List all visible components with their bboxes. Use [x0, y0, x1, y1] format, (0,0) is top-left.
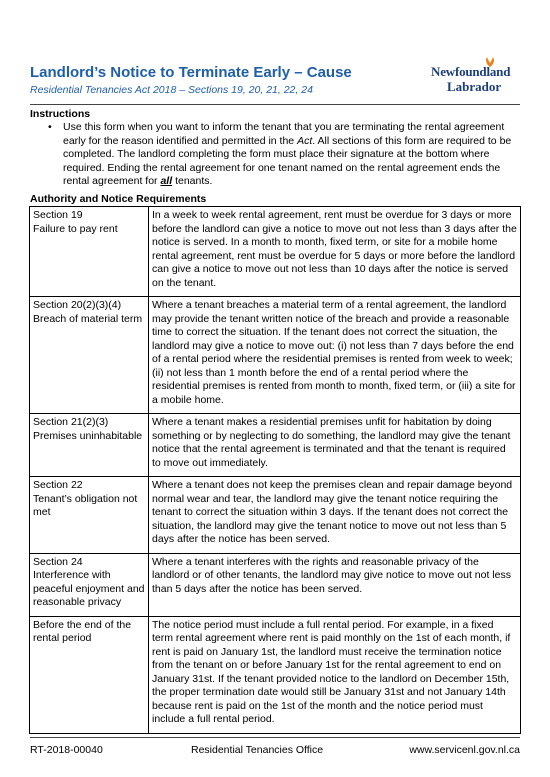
requirement-cell: Where a tenant does not keep the premises clean and repair damage beyond normal wear and tear, the landlord may give the tenant notice requiring the tenant to correct the situation within 3 days. If the tenant does not correct the situation, the landlord may give the tenant notice to move out not less than 5 days after the notice has been served. [149, 477, 521, 554]
form-subtitle: Residential Tenancies Act 2018 – Sections 19, 20, 21, 22, 24 [30, 84, 313, 96]
section-cell: Section 22 Tenant’s obligation not met [30, 477, 149, 554]
header-divider [30, 104, 520, 105]
logo-text-newfoundland: Newfoundland [431, 64, 511, 79]
table-row [30, 616, 521, 733]
office-name: Residential Tenancies Office [191, 744, 324, 756]
footer-divider [30, 737, 520, 738]
instructions-heading: Instructions [30, 108, 91, 120]
table-row [30, 207, 521, 297]
form-title: Landlord’s Notice to Terminate Early – Cause [30, 64, 352, 81]
authority-heading: Authority and Notice Requirements [30, 193, 207, 205]
page-header [30, 64, 520, 104]
table-row [30, 553, 521, 616]
requirement-cell: Where a tenant makes a residential premises unfit for habitation by doing something or by neglecting to do something, the landlord may give the tenant notice that the rental agreement is terminated and that the tenant is required to move out immediately. [149, 414, 521, 477]
section-cell: Section 21(2)(3) Premises uninhabitable [30, 414, 149, 477]
requirement-cell: The notice period must include a full rental period. For example, in a fixed term rental agreement where rent is paid monthly on the 1st of each month, if rent is paid on January 1st, the landlord must receive the termination notice from the tenant on or before January 1st for the rental agreement to end on January 31st. If the tenant provided notice to the landlord on December 15th, the proper termination date would still be January 31st and not January 14th because rent is paid on the 1st of the month and the notice period must include a full rental period. [149, 616, 521, 733]
form-code: RT-2018-00040 [30, 744, 103, 756]
table-row [30, 414, 521, 477]
requirement-cell: In a week to week rental agreement, rent must be overdue for 3 days or more before the landlord can give a notice to move out not less than 3 days after the notice is served. In a month to month, fixed term, or site for a mobile home rental agreement, rent must be overdue for 5 days or more before the landlord can give a notice to move out not less than 10 days after the notice is served on the tenant. [149, 207, 521, 297]
section-cell: Section 19 Failure to pay rent [30, 207, 149, 297]
government-logo [431, 58, 525, 102]
authority-table [29, 206, 521, 734]
logo-text-labrador: Labrador [447, 79, 502, 94]
section-cell: Section 20(2)(3)(4) Breach of material term [30, 297, 149, 414]
section-cell: Section 24 Interference with peaceful enjoyment and reasonable privacy [30, 553, 149, 616]
section-cell: Before the end of the rental period [30, 616, 149, 733]
table-row [30, 297, 521, 414]
instructions-text: Use this form when you want to inform the tenant that you are terminating the rental agreement early for the reason identified and permitted in the Act. All sections of this form are required to be completed. The landlord completing the form must place their signature at the bottom where required. Ending the rental agreement for one tenant named on the rental agreement ends the rental agreement for all tenants. [63, 121, 512, 187]
table-row [30, 477, 521, 554]
website-link: www.servicenl.gov.nl.ca [409, 744, 520, 756]
requirement-cell: Where a tenant interferes with the rights and reasonable privacy of the landlord or of other tenants, the landlord may give notice to move out not less than 5 days after the notice has been served. [149, 553, 521, 616]
requirement-cell: Where a tenant breaches a material term of a rental agreement, the landlord may provide the tenant written notice of the breach and provide a reasonable time to correct the situation. If the tenant does not correct the situation, the landlord may give a notice to move out: (i) not less than 7 days before the end of a rental period where the residential premises is rented from week to week; (ii) not less than 1 month before the end of a rental period where the residential premises is rented from month to month, fixed term, or (iii) a site for a mobile home. [149, 297, 521, 414]
bullet-icon: • [48, 121, 52, 133]
